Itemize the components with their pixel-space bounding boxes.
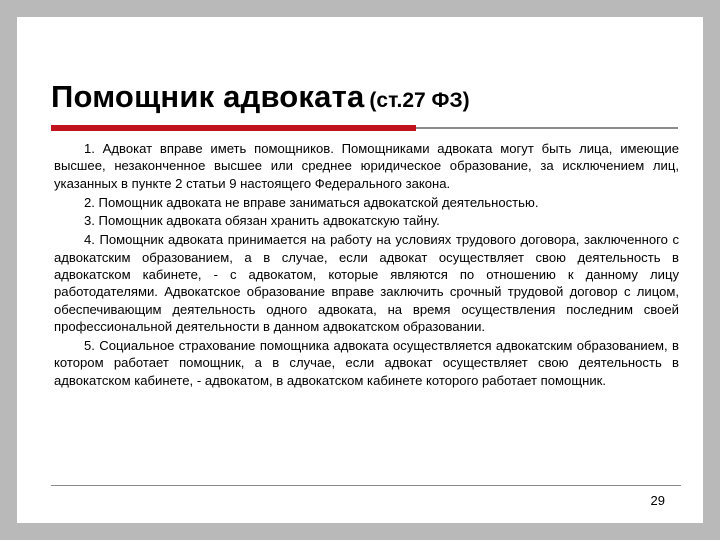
paragraph-5: 5. Социальное страхование помощника адвоката осуществляется адвокатским образованием, в котором работает помощник, а в случае, если адвокат осуществляет свою деятельность в адвокатском кабинете, - адвокатом, в адвокатском кабинете которого работает помощник. (54, 338, 679, 388)
title-divider-rule (416, 127, 678, 129)
paragraph-4: 4. Помощник адвоката принимается на работу на условиях трудового договора, заключенного с адвокатским образованием, а в случае, если адвокат осуществляет свою деятельность в адвокатском кабинете, - с адвокатом, которые являются по отношению к данному лицу работодателями. Адвокатское образование вправе заключить срочный трудовой договор с лицом, обеспечивающим деятельность одного адвоката, на время осуществления последним своей профессиональной деятельности в данном адвокатском образовании. (54, 232, 679, 335)
footer-divider-rule (51, 485, 681, 486)
title-main: Помощник адвоката (51, 79, 365, 114)
title-accent-rule (51, 125, 416, 131)
paragraph-3: 3. Помощник адвоката обязан хранить адвокатскую тайну. (84, 213, 440, 229)
title-note: (ст.27 ФЗ) (369, 89, 470, 112)
slide (17, 17, 703, 523)
paragraph-1: 1. Адвокат вправе иметь помощников. Помощниками адвоката могут быть лица, имеющие высшее, незаконченное высшее или среднее юридическое образование, за исключением лиц, указанных в пункте 2 статьи 9 настоящего Федерального закона. (54, 141, 679, 191)
page-number: 29 (650, 493, 665, 508)
slide-body (54, 140, 679, 391)
paragraph-2: 2. Помощник адвоката не вправе заниматься адвокатской деятельностью. (84, 194, 539, 210)
slide-title (51, 81, 470, 112)
